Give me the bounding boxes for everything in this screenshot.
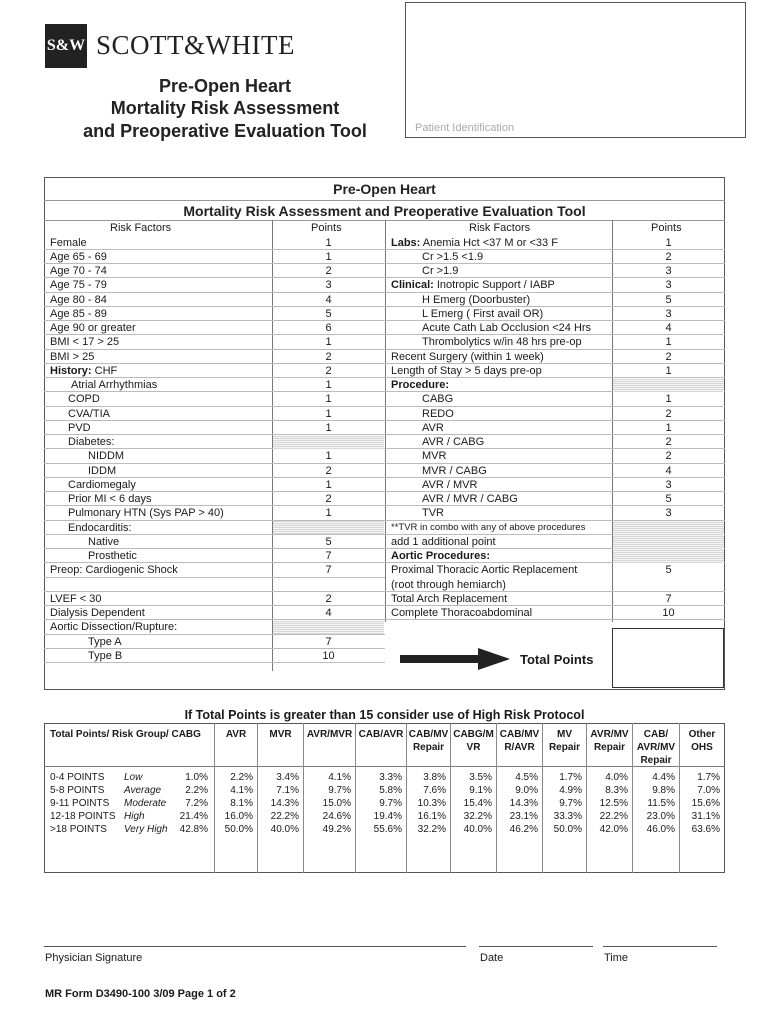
cabg-mortality-value: 1.0%: [185, 772, 208, 783]
mortality-value: 7.1%: [276, 785, 299, 796]
risk-group: High: [124, 811, 145, 822]
procedure-column-header: VR: [466, 742, 481, 753]
right-risk-factor-label: AVR / CABG: [422, 436, 485, 448]
right-risk-factor-label: L Emerg ( First avail OR): [422, 307, 544, 320]
mortality-value: 24.6%: [322, 811, 351, 822]
left-points-value: 7: [325, 550, 332, 562]
left-risk-factor-label: COPD: [68, 393, 100, 406]
cabg-mortality-value: 21.4%: [179, 811, 208, 822]
mortality-value: 23.0%: [646, 811, 675, 822]
left-points-value: 1: [325, 336, 332, 349]
mortality-value: 49.2%: [322, 824, 351, 835]
right-risk-factor-label: MVR: [422, 450, 447, 463]
right-risk-factor-label: AVR: [422, 421, 444, 434]
right-points-value: 1: [665, 364, 672, 377]
right-risk-factor-label: REDO: [422, 407, 454, 420]
right-risk-factor-label: Recent Surgery (within 1 week): [391, 350, 544, 363]
mortality-value: 15.0%: [322, 798, 351, 809]
left-points-value: 2: [325, 464, 332, 477]
procedure-column-header: OHS: [691, 742, 713, 753]
date-label: Date: [480, 952, 504, 964]
procedure-column-header: CAB/MV: [408, 729, 449, 740]
mortality-value: 4.5%: [515, 772, 538, 783]
patient-identification-label: Patient Identification: [415, 122, 515, 134]
left-risk-factor-label: Age 75 - 79: [50, 279, 107, 292]
procedure-column-header: AVR: [225, 729, 247, 740]
right-section-heading: Labs:: [391, 236, 421, 249]
column-divider: [406, 723, 407, 873]
risk-group: Average: [124, 785, 162, 796]
left-points-value: 1: [325, 407, 332, 420]
row-divider: [44, 662, 385, 663]
total-points-input[interactable]: [612, 628, 724, 688]
mortality-value: 42.0%: [599, 824, 628, 835]
table-title: Pre-Open Heart: [333, 181, 436, 197]
mortality-value: 16.1%: [417, 811, 446, 822]
right-risk-factor-label: [391, 549, 490, 563]
form-number-footer: MR Form D3490-100 3/09 Page 1 of 2: [45, 988, 236, 1000]
left-points-value: 1: [325, 478, 332, 491]
left-points-value: 1: [325, 250, 332, 263]
logo-mark: S&W: [46, 37, 86, 54]
points-range: 12-18 POINTS: [50, 811, 116, 822]
right-points-value: 1: [665, 393, 672, 406]
time-label: Time: [604, 952, 629, 964]
table-subtitle: Mortality Risk Assessment and Preoperative Evaluation Tool: [183, 203, 586, 219]
shaded-cell: [613, 379, 724, 392]
cabg-mortality-value: 42.8%: [179, 824, 208, 835]
mortality-value: 3.3%: [379, 772, 402, 783]
left-risk-factor-label: Cardiomegaly: [68, 478, 136, 491]
column-divider: [355, 723, 356, 873]
points-range: 9-11 POINTS: [50, 798, 110, 809]
right-risk-factor-label: add 1 additional point: [391, 535, 496, 548]
mortality-value: 1.7%: [697, 772, 720, 783]
left-risk-factor-label: Age 85 - 89: [50, 307, 107, 320]
left-risk-factor-label: Dialysis Dependent: [50, 607, 145, 619]
procedure-column-header: CAB/: [643, 729, 669, 740]
mortality-value: 2.2%: [230, 772, 253, 783]
left-risk-factor-label: IDDM: [88, 464, 117, 477]
mortality-value: 14.3%: [509, 798, 538, 809]
points-range: >18 POINTS: [50, 824, 107, 835]
left-risk-factor-label: Age 80 - 84: [50, 293, 107, 306]
right-points-value: 4: [665, 464, 672, 477]
left-points-value: 10: [322, 649, 335, 662]
mortality-value: 3.4%: [276, 772, 299, 783]
right-risk-factor-label: Cr >1.9: [422, 265, 459, 277]
mortality-value: 14.3%: [270, 798, 299, 809]
left-risk-factor-label: LVEF < 30: [50, 592, 102, 605]
left-risk-factor-label: Age 65 - 69: [50, 250, 107, 263]
mortality-value: 15.6%: [691, 798, 720, 809]
form-title-line-2: Mortality Risk Assessment: [110, 98, 340, 118]
right-points-value: 2: [665, 407, 672, 420]
procedure-column-header: Repair: [548, 742, 581, 753]
right-risk-factor-label: Thrombolytics w/in 48 hrs pre-op: [422, 336, 582, 349]
left-risk-factor-label: Preop: Cardiogenic Shock: [50, 564, 178, 577]
right-risk-factor-label: Proximal Thoracic Aortic Replacement: [391, 564, 578, 577]
left-risk-factor-label: Endocarditis:: [68, 521, 132, 534]
left-points-value: 1: [325, 450, 332, 463]
left-points-value: 5: [325, 535, 332, 548]
right-points-value: 5: [665, 493, 672, 505]
right-section-heading: Clinical:: [391, 279, 434, 292]
mortality-value: 7.6%: [423, 785, 446, 796]
right-points-value: 4: [665, 322, 672, 334]
shaded-cell: [613, 521, 724, 563]
points-range: 5-8 POINTS: [50, 785, 105, 796]
right-risk-factor-label: H Emerg (Doorbuster): [422, 293, 531, 306]
mortality-value: 31.1%: [691, 811, 720, 822]
mortality-value: 4.1%: [230, 785, 253, 796]
right-points-value: 5: [665, 293, 672, 306]
procedure-column-header: AVR/MV: [590, 729, 629, 740]
mortality-value: 16.0%: [224, 811, 253, 822]
procedure-column-header: Repair: [593, 742, 626, 753]
mortality-value: 9.7%: [328, 785, 351, 796]
right-risk-factor-label: CABG: [422, 393, 454, 406]
mortality-value: 1.7%: [559, 772, 582, 783]
mortality-value: 3.8%: [423, 772, 446, 783]
mortality-value: 9.7%: [379, 798, 402, 809]
right-points-value: 1: [665, 236, 672, 249]
right-risk-factor-label: AVR / MVR: [422, 478, 478, 491]
right-points-header: Points: [651, 222, 682, 234]
right-risk-factor-label: Cr >1.5 <1.9: [422, 250, 484, 263]
mortality-value: 19.4%: [373, 811, 402, 822]
right-points-value: 3: [665, 279, 672, 292]
cabg-mortality-value: 2.2%: [185, 785, 208, 796]
mortality-value: 32.2%: [417, 824, 446, 835]
left-points-value: 7: [325, 635, 332, 648]
history-heading: History:: [50, 364, 92, 377]
left-points-value: 1: [325, 393, 332, 406]
left-points-value: 1: [325, 421, 332, 434]
left-risk-factor-label: Prior MI < 6 days: [68, 493, 152, 505]
left-points-value: 2: [325, 265, 332, 277]
left-points-value: 1: [325, 236, 332, 249]
right-points-value: [613, 578, 724, 592]
mortality-value: 46.2%: [509, 824, 538, 835]
left-risk-factor-label: History: CHF: [50, 364, 118, 377]
mortality-value: 22.2%: [270, 811, 299, 822]
row-divider: [385, 619, 725, 620]
column-divider: [496, 723, 497, 873]
procedure-column-header: CAB/MV: [499, 729, 540, 740]
right-risk-factor-label: Acute Cath Lab Occlusion <24 Hrs: [422, 322, 592, 334]
procedure-column-header: AVR/MV: [636, 742, 676, 753]
left-points-value: 1: [325, 507, 332, 520]
procedure-column-header: AVR/MVR: [306, 729, 353, 740]
mortality-value: 7.0%: [697, 785, 720, 796]
column-divider: [257, 723, 258, 873]
left-points-value: 1: [325, 379, 332, 391]
mortality-value: 32.2%: [463, 811, 492, 822]
risk-group-column-header: Total Points/ Risk Group/ CABG: [50, 729, 201, 740]
mortality-value: 40.0%: [270, 824, 299, 835]
mortality-value: 46.0%: [646, 824, 675, 835]
scott-white-logo: [45, 24, 87, 68]
mortality-value: 50.0%: [224, 824, 253, 835]
mortality-value: 9.0%: [515, 785, 538, 796]
right-points-value: 7: [665, 592, 672, 605]
total-points-label: Total Points: [520, 652, 594, 667]
left-risk-factor-label: Atrial Arrhythmias: [71, 379, 158, 391]
left-points-value: 2: [325, 364, 332, 377]
right-risk-factor-label: TVR: [422, 507, 444, 520]
right-risk-factor-label: Clinical: Inotropic Support / IABP: [391, 279, 555, 292]
procedure-column-header: CAB/AVR: [358, 729, 404, 740]
right-points-value: 5: [665, 564, 672, 577]
risk-group: Low: [124, 772, 143, 783]
left-points-value: 4: [325, 293, 332, 306]
mortality-value: 9.7%: [559, 798, 582, 809]
left-risk-factor-label: BMI > 25: [50, 350, 95, 363]
physician-signature-label: Physician Signature: [45, 952, 143, 964]
procedure-column-header: Repair: [640, 755, 672, 766]
left-risk-factor-label: Aortic Dissection/Rupture:: [50, 621, 178, 634]
mortality-value: 12.5%: [599, 798, 628, 809]
left-risk-factor-label: BMI < 17 > 25: [50, 336, 120, 349]
right-risk-factor-label: Length of Stay > 5 days pre-op: [391, 364, 542, 377]
procedure-column-header: MVR: [269, 729, 292, 740]
left-risk-factor-label: Age 70 - 74: [50, 265, 107, 277]
right-risk-factor-label: [391, 378, 449, 392]
left-risk-factor-label: Prosthetic: [88, 550, 137, 562]
mortality-value: 23.1%: [509, 811, 538, 822]
risk-group: Very High: [124, 824, 168, 835]
right-risk-factors-header: Risk Factors: [469, 222, 531, 234]
left-risk-factor-label: Type A: [88, 635, 122, 648]
arrow-right-icon: [400, 648, 512, 670]
left-points-value: 2: [325, 350, 332, 363]
right-points-value: 2: [665, 436, 672, 448]
right-points-value: 3: [665, 265, 672, 277]
column-divider: [542, 723, 543, 873]
right-points-value: 2: [665, 450, 672, 463]
mortality-value: 33.3%: [553, 811, 582, 822]
points-range: 0-4 POINTS: [50, 772, 105, 783]
column-divider: [679, 723, 680, 873]
right-risk-factor-label: Labs: Anemia Hct <37 M or <33 F: [391, 236, 558, 249]
mortality-value: 63.6%: [691, 824, 720, 835]
left-risk-factors-header: Risk Factors: [110, 222, 172, 234]
left-risk-factor-label: Female: [50, 236, 87, 249]
left-points-value: [273, 578, 384, 592]
left-risk-factor-label: NIDDM: [88, 450, 125, 463]
left-risk-factor-label: Age 90 or greater: [50, 322, 136, 334]
procedure-column-header: R/AVR: [504, 742, 535, 753]
shaded-cell: [273, 436, 384, 449]
mortality-value: 22.2%: [599, 811, 628, 822]
form-title-line-1: Pre-Open Heart: [158, 76, 292, 96]
logo-wordmark: SCOTT&WHITE: [96, 30, 295, 60]
column-divider: [632, 723, 633, 873]
right-risk-factor-label: **TVR in combo with any of above procedures: [391, 521, 586, 533]
procedure-column-header: Other: [688, 729, 716, 740]
left-risk-factor-label: Pulmonary HTN (Sys PAP > 40): [68, 507, 224, 520]
mortality-value: 3.5%: [469, 772, 492, 783]
right-risk-factor-label: AVR / MVR / CABG: [422, 493, 518, 505]
left-points-value: 5: [325, 307, 332, 320]
left-points-header: Points: [311, 222, 342, 234]
mortality-value: 8.1%: [230, 798, 253, 809]
mortality-value: 11.5%: [647, 798, 675, 809]
right-points-value: 3: [665, 478, 672, 491]
column-divider: [303, 723, 304, 873]
column-divider: [214, 723, 215, 873]
left-risk-factor-label: Native: [88, 535, 120, 548]
left-points-value: 2: [325, 592, 332, 605]
mortality-value: 5.8%: [379, 785, 402, 796]
mortality-value: 55.6%: [373, 824, 402, 835]
left-risk-factor-label: PVD: [68, 421, 91, 434]
cabg-mortality-value: 7.2%: [185, 798, 208, 809]
mortality-value: 50.0%: [553, 824, 582, 835]
mortality-value: 4.9%: [559, 785, 582, 796]
right-section-heading: Aortic Procedures:: [391, 550, 491, 562]
mortality-value: 4.0%: [605, 772, 628, 783]
column-divider: [586, 723, 587, 873]
left-points-value: 3: [325, 279, 332, 292]
shaded-cell: [273, 621, 384, 634]
left-risk-factor-label: Diabetes:: [68, 436, 115, 448]
right-risk-factor-label: Total Arch Replacement: [391, 592, 508, 605]
left-points-value: 2: [325, 493, 332, 505]
left-points-value: 4: [325, 607, 332, 619]
right-points-value: 3: [665, 507, 672, 520]
mortality-value: 10.3%: [417, 798, 446, 809]
mortality-value: 15.4%: [463, 798, 492, 809]
shaded-cell: [273, 521, 384, 534]
right-points-value: 10: [662, 607, 675, 619]
procedure-column-header: Repair: [412, 742, 445, 753]
right-risk-factor-label: MVR / CABG: [422, 464, 487, 477]
left-risk-factor-label: Type B: [88, 649, 123, 662]
right-points-value: 3: [665, 307, 672, 320]
right-risk-factor-label: Complete Thoracoabdominal: [391, 607, 533, 619]
left-risk-factor-label: CVA/TIA: [68, 407, 110, 420]
right-points-value: 1: [665, 421, 672, 434]
procedure-column-header: CABG/M: [453, 729, 494, 740]
high-risk-protocol-title: If Total Points is greater than 15 consider use of High Risk Protocol: [184, 708, 585, 722]
mortality-value: 40.0%: [463, 824, 492, 835]
left-points-value: 6: [325, 322, 332, 334]
right-risk-factor-label: (root through hemiarch): [391, 578, 506, 591]
left-points-value: 7: [325, 564, 332, 577]
mortality-value: 4.4%: [652, 772, 675, 783]
patient-identification-box[interactable]: [405, 2, 746, 138]
right-points-value: 2: [665, 350, 672, 363]
mortality-value: 9.1%: [469, 785, 492, 796]
form-title-line-3: and Preoperative Evaluation Tool: [83, 121, 367, 141]
mortality-value: 4.1%: [328, 772, 351, 783]
column-divider: [450, 723, 451, 873]
risk-group: Moderate: [124, 798, 167, 809]
mortality-value: 8.3%: [605, 785, 628, 796]
right-points-value: 1: [665, 336, 672, 349]
right-section-heading: Procedure:: [391, 379, 450, 391]
mortality-value: 9.8%: [652, 785, 675, 796]
right-points-value: 2: [665, 250, 672, 263]
procedure-column-header: MV: [557, 729, 572, 740]
